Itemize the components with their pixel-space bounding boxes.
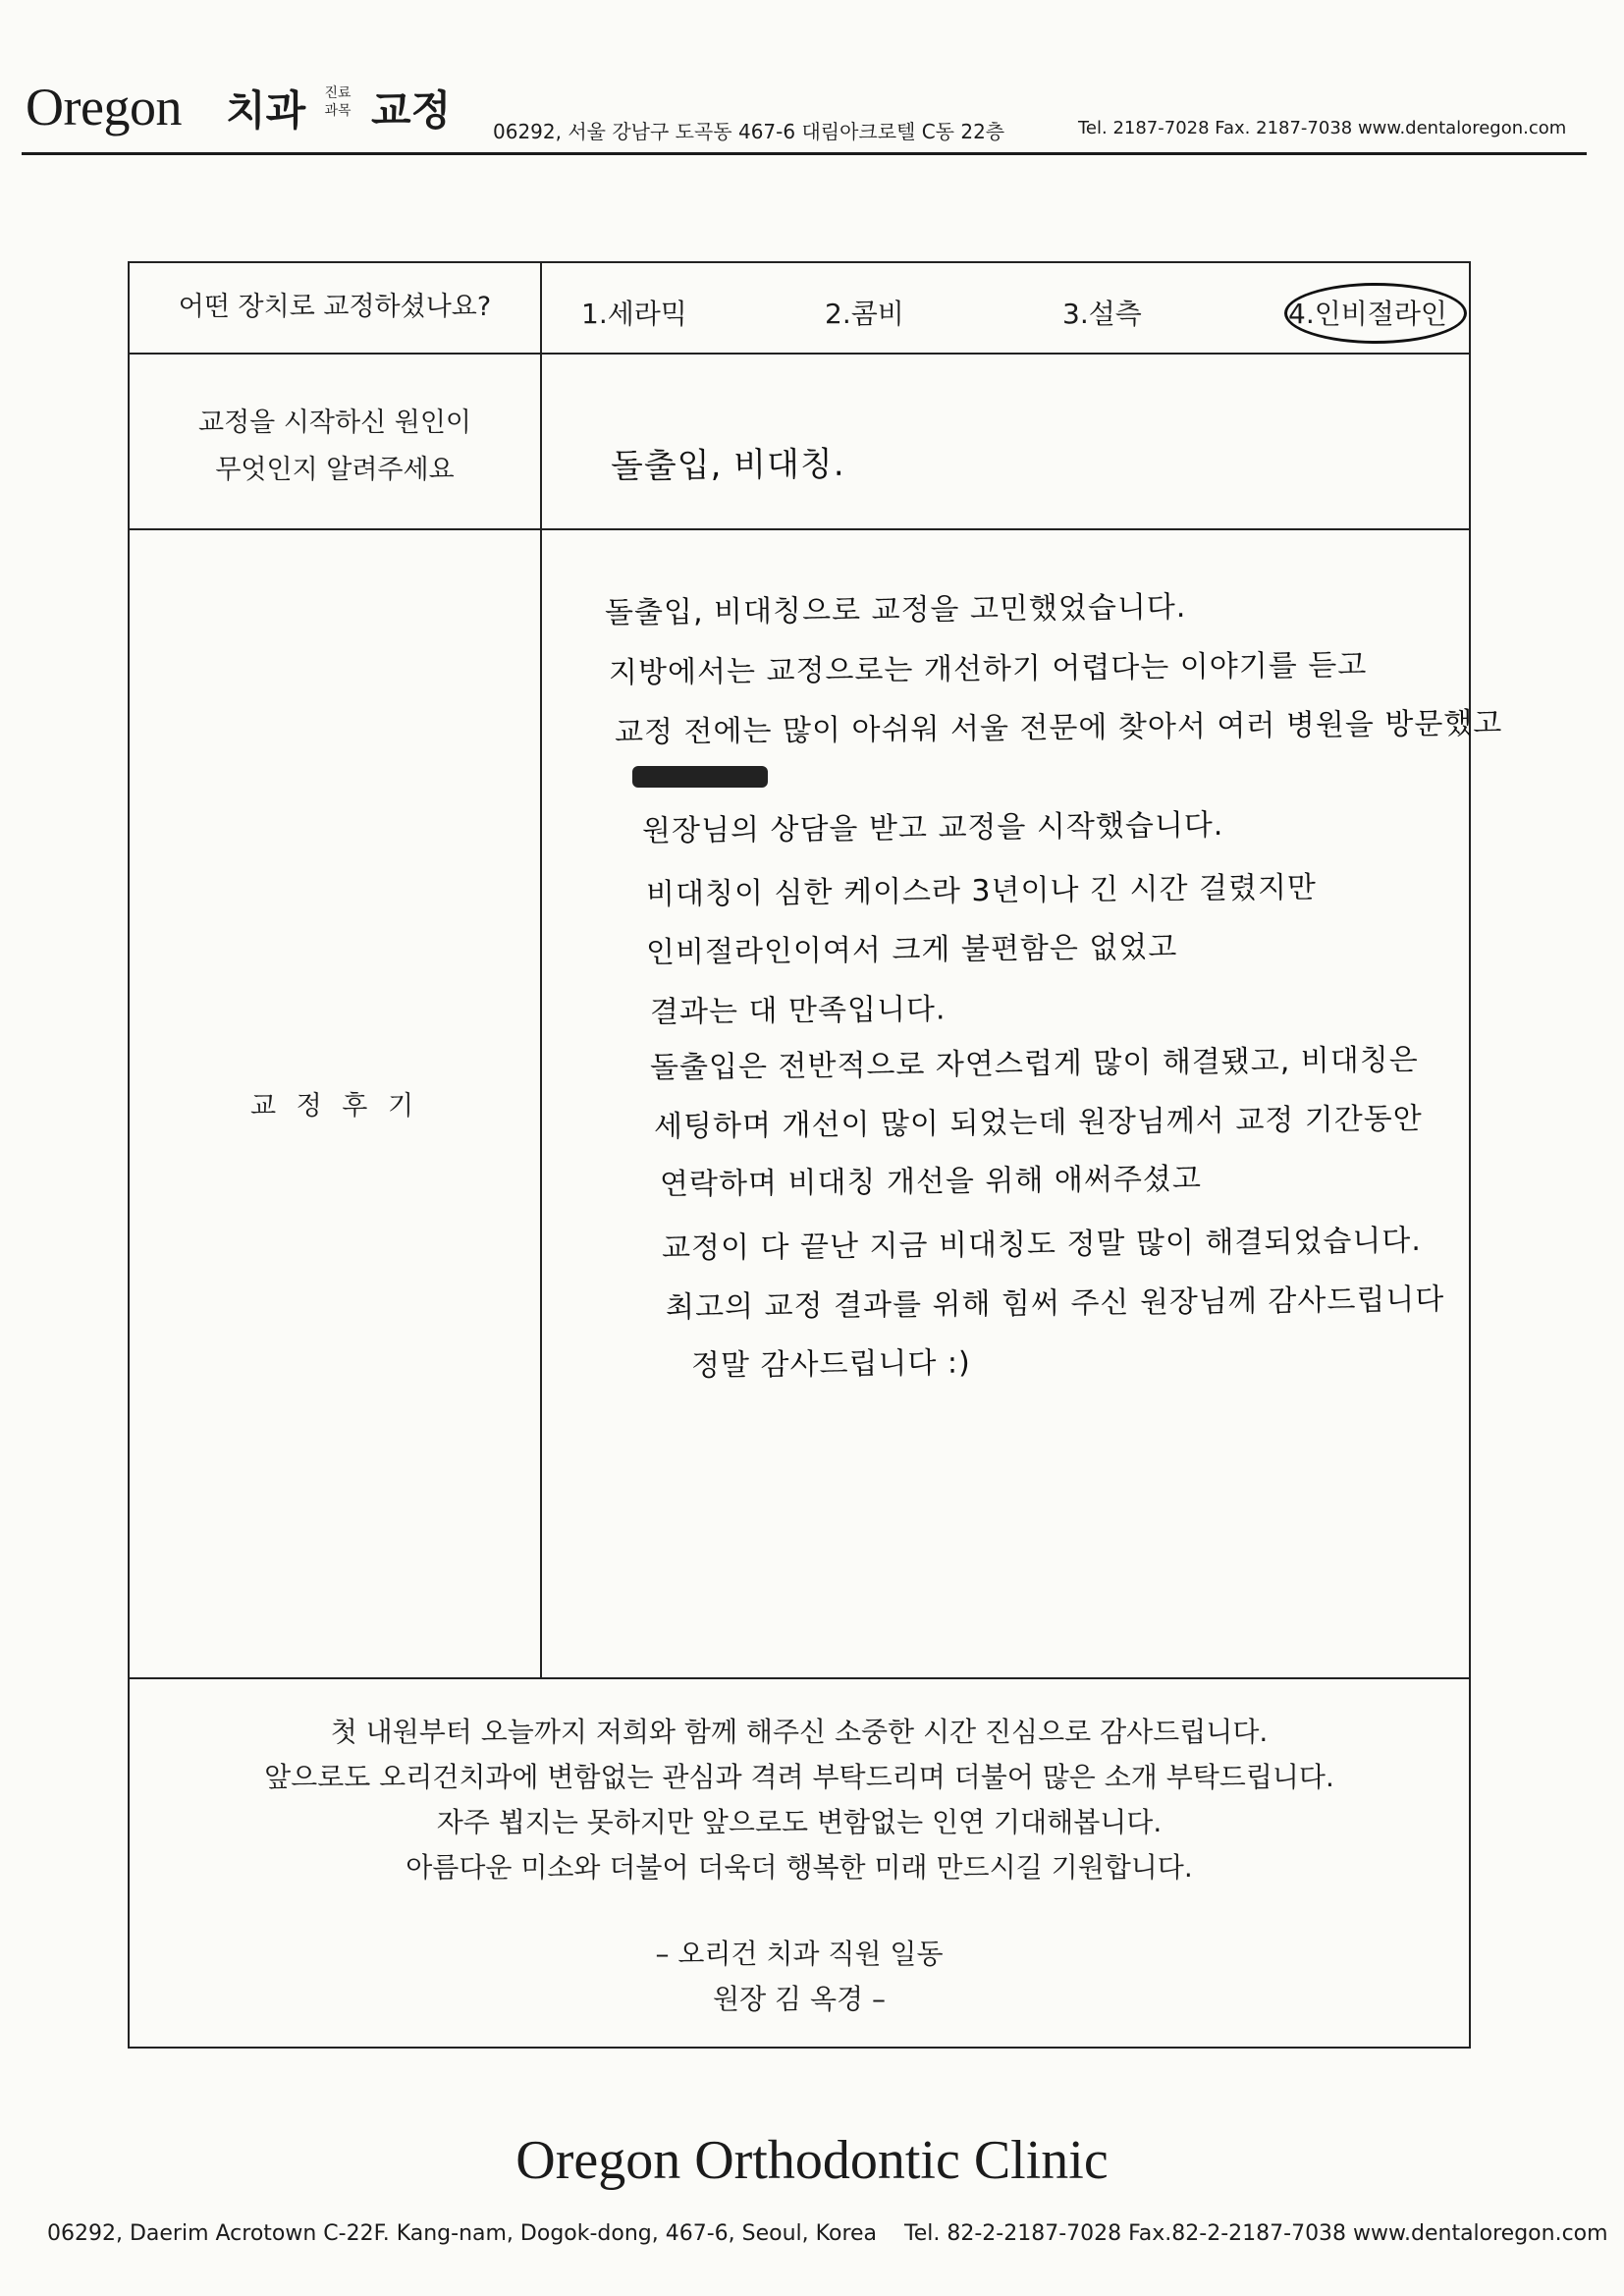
selected-option-circle	[1284, 283, 1467, 344]
closing-line: 첫 내원부터 오늘까지 저희와 함께 해주신 소중한 시간 진심으로 감사드립니다.	[330, 1716, 1269, 1748]
review-line: 인비절라인이여서 크게 불편함은 없었고	[645, 930, 1178, 970]
question-reason-label-line1: 교정을 시작하신 원인이	[198, 408, 471, 438]
review-form	[128, 261, 1503, 2049]
review-line: 비대칭이 심한 케이스라 3년이나 긴 시간 걸렸지만	[645, 870, 1318, 912]
brand-specialty: 교정	[371, 86, 452, 135]
review-line: 결과는 대 만족입니다.	[649, 992, 947, 1030]
review-line: 최고의 교정 결과를 위해 힘써 주신 원장님께 감사드립니다	[665, 1282, 1445, 1326]
brand-name-ko: 치과	[226, 86, 306, 135]
closing-line: 자주 뵙지는 못하지만 앞으로도 변함없는 인연 기대해봅니다.	[436, 1806, 1163, 1838]
closing-line: 앞으로도 오리건치과에 변함없는 관심과 격려 부탁드리며 더불어 많은 소개 부탁드립니다.	[264, 1761, 1334, 1793]
review-line: 돌출입, 비대칭으로 교정을 고민했었습니다.	[604, 589, 1187, 631]
question-device-label: 어떤 장치로 교정하셨나요?	[178, 292, 492, 322]
review-line: 돌출입은 전반적으로 자연스럽게 많이 해결됐고, 비대칭은	[649, 1042, 1419, 1086]
signature-director: 원장 김 옥경 –	[713, 1983, 886, 2015]
option-combi: 2.콤비	[825, 298, 904, 330]
brand-subtitle: 진료 과목	[324, 85, 352, 119]
row-divider	[130, 353, 1469, 355]
footer-clinic-name: Oregon Orthodontic Clinic	[515, 2130, 1109, 2191]
header-address: 06292, 서울 강남구 도곡동 467-6 대림아크로텔 C동 22층	[493, 120, 1005, 143]
row-divider	[130, 528, 1469, 530]
letterhead	[22, 71, 1587, 149]
review-line: 지방에서는 교정으로는 개선하기 어렵다는 이야기를 듣고	[608, 647, 1368, 691]
header-contact: Tel. 2187-7028 Fax. 2187-7038 www.dentaloregon.com	[1078, 118, 1567, 138]
footer-address-line	[47, 2221, 1608, 2246]
crossed-out-text	[632, 766, 768, 788]
row-divider	[130, 1677, 1469, 1679]
option-invisalign: 4.인비절라인	[1288, 298, 1447, 330]
reason-answer: 돌출입, 비대칭.	[610, 444, 845, 487]
option-ceramic: 1.세라믹	[581, 298, 687, 330]
review-line: 교정이 다 끝난 지금 비대칭도 정말 많이 해결되었습니다.	[661, 1223, 1423, 1267]
question-reason-label-line2: 무엇인지 알려주세요	[215, 455, 455, 485]
closing-line: 아름다운 미소와 더불어 더욱더 행복한 미래 만드시길 기원합니다.	[406, 1851, 1193, 1884]
question-review-label: 교 정 후 기	[249, 1091, 420, 1121]
review-line: 교정 전에는 많이 아쉬워 서울 전문에 찾아서 여러 병원을 방문했고	[614, 706, 1503, 750]
footer-contact: Tel. 82-2-2187-7028 Fax.82-2-2187-7038 www.dentaloregon.com	[904, 2221, 1608, 2246]
review-line: 정말 감사드립니다 :)	[690, 1345, 971, 1384]
footer-address: 06292, Daerim Acrotown C-22F. Kang-nam, Dogok-dong, 467-6, Seoul, Korea	[47, 2221, 878, 2246]
column-divider	[540, 263, 542, 1679]
review-line: 연락하며 비대칭 개선을 위해 애써주셨고	[659, 1162, 1203, 1202]
signature-staff: – 오리건 치과 직원 일동	[655, 1938, 944, 1970]
review-line: 원장님의 상담을 받고 교정을 시작했습니다.	[641, 807, 1224, 849]
review-line: 세팅하며 개선이 많이 되었는데 원장님께서 교정 기간동안	[653, 1101, 1423, 1145]
option-lingual: 3.설측	[1062, 298, 1142, 330]
header-divider	[22, 152, 1587, 155]
brand-name-en: Oregon	[26, 78, 182, 137]
